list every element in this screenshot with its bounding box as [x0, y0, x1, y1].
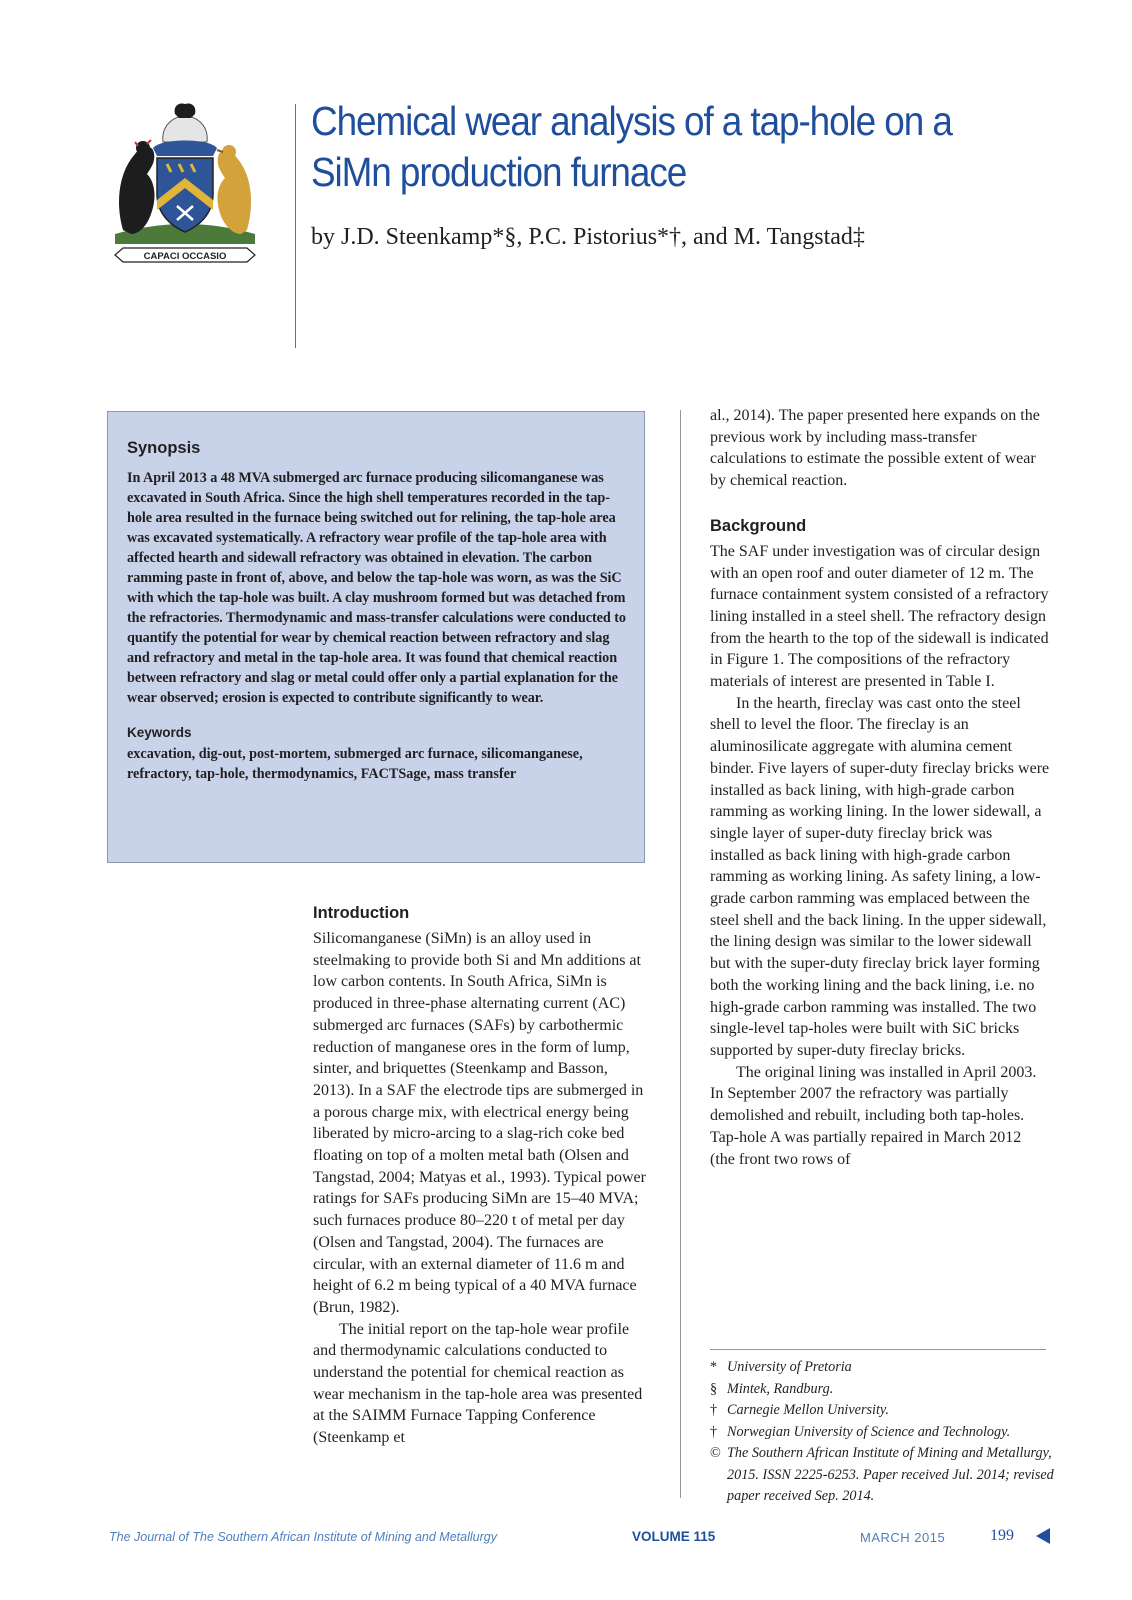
- keywords-heading: Keywords: [127, 725, 192, 740]
- article-title: Chemical wear analysis of a tap-hole on a SiMn production furnace: [311, 98, 952, 195]
- background-paragraph-3: The original lining was installed in April 2003. In September 2007 the refractory was partially demolished and rebuilt, including both tap-holes. Tap-hole A was partially repaired in March 2012 (the front two rows of: [710, 1063, 1037, 1168]
- author-byline: by J.D. Steenkamp*§, P.C. Pistorius*†, and M. Tangstad‡: [311, 224, 865, 250]
- page-footer: [0, 1528, 1132, 1548]
- introduction-heading: Introduction: [313, 904, 410, 922]
- footer-date: MARCH 2015: [860, 1530, 946, 1545]
- synopsis-text: In April 2013 a 48 MVA submerged arc furnace producing silicomanganese was excavated in South Africa. Since the high shell temperatures recorded in the tap-hole area resulted in the furnace being switched out for relining, the tap-hole area was excavated systematically. A refractory wear profile of the tap-hole area with affected hearth and sidewall refractory was obtained in elevation. The carbon ramming paste in front of, above, and below the tap-hole was worn, as was the SiC with which the tap-hole was built. A clay mushroom formed but was detached from the refractories. Thermodynamic and mass-transfer calculations were conducted to quantify the potential for wear by chemical reaction between refractory and slag and refractory and metal in the tap-hole area. It was found that chemical reaction between refractory and slag or metal could offer only a partial explanation for the wear observed; erosion is expected to contribute significantly to wear.: [127, 470, 626, 706]
- institute-crest-logo: [105, 102, 265, 272]
- background-paragraph-2: In the hearth, fireclay was cast onto the steel shell to level the floor. The fireclay is an aluminosilicate aggregate with alumina cement binder. Five layers of super-duty fireclay bricks were installed as back lining, with high-grade carbon ramming as working lining. In the lower sidewall, a single layer of super-duty fireclay brick was installed as back lining with high-grade carbon ramming as working lining. As safety lining, a low-grade carbon ramming was emplaced between the steel shell and the back lining. In the upper sidewall, the lining design was similar to the lower sidewall but with the super-duty fireclay brick layer forming both the working lining and the back lining, i.e. no high-grade carbon ramming was installed. The two single-level tap-holes were built with SiC bricks supported by super-duty fireclay bricks.: [710, 694, 1050, 1059]
- introduction-paragraph-1: Silicomanganese (SiMn) is an alloy used in steelmaking to provide both Si and Mn additions at low carbon contents. In South Africa, SiMn is produced in three-phase alternating current (AC) submerged arc furnaces (SAFs) by carbothermic reduction of manganese ores in the form of lump, sinter, and briquettes (Steenkamp and Basson, 2013). In a SAF the electrode tips are submerged in a porous charge mix, with electrical energy being liberated by micro-arcing to a slag-rich coke bed floating on top of a molten metal bath (Olsen and Tangstad, 2004; Matyas et al., 1993). Typical power ratings for SAFs producing SiMn are 15–40 MVA; such furnaces produce 80–220 t of metal per day (Olsen and Tangstad, 2004). The furnaces are circular, with an external diameter of 11.6 m and height of 6.2 m being typical of a 40 MVA furnace (Brun, 1982).: [313, 930, 646, 1316]
- affiliation-footnotes: [710, 1357, 1055, 1508]
- page-arrow-icon: [1036, 1528, 1050, 1544]
- synopsis-box: [107, 411, 645, 863]
- synopsis-heading: Synopsis: [127, 439, 201, 457]
- keywords-text: excavation, dig-out, post-mortem, submerged arc furnace, silicomanganese, refractory, tap-hole, thermodynamics, FACTSage, mass transfer: [127, 746, 583, 782]
- introduction-paragraph-2: The initial report on the tap-hole wear profile and thermodynamic calculations conducted to understand the potential for chemical reaction as wear mechanism in the tap-hole area was presented at the SAIMM Furnace Tapping Conference (Steenkamp et: [313, 1320, 643, 1447]
- page-number: 199: [990, 1527, 1014, 1544]
- introduction-section: [313, 902, 647, 1449]
- footnote-item: * University of Pretoria: [710, 1359, 852, 1375]
- crest-motto: CAPACI OCCASIO: [143, 251, 227, 262]
- continued-paragraph: al., 2014). The paper presented here expands on the previous work by including mass-transfer calculations to estimate the possible extent of wear by chemical reaction.: [710, 407, 1040, 490]
- footnote-item: † Norwegian University of Science and Technology.: [710, 1423, 1011, 1440]
- footnote-item: © The Southern African Institute of Mining and Metallurgy, 2015. ISSN 2225-6253. Paper received Jul. 2014; revised paper received Sep. 2014.: [710, 1445, 1054, 1504]
- footer-volume: VOLUME 115: [632, 1529, 716, 1544]
- footnote-item: § Mintek, Randburg.: [710, 1380, 834, 1397]
- footnote-item: † Carnegie Mellon University.: [710, 1402, 889, 1418]
- background-heading: Background: [710, 516, 807, 535]
- footer-journal-name: The Journal of The Southern African Institute of Mining and Metallurgy: [109, 1530, 497, 1544]
- right-column: [710, 405, 1050, 1170]
- column-divider: [680, 410, 681, 1498]
- header-divider: [295, 104, 296, 348]
- background-paragraph-1: The SAF under investigation was of circular design with an open roof and outer diameter of 12 m. The furnace containment system consisted of a refractory lining installed in a steel shell. The refractory design from the hearth to the top of the sidewall is indicated in Figure 1. The compositions of the refractory materials of interest are presented in Table I.: [710, 542, 1049, 691]
- footnote-divider: [710, 1349, 1046, 1350]
